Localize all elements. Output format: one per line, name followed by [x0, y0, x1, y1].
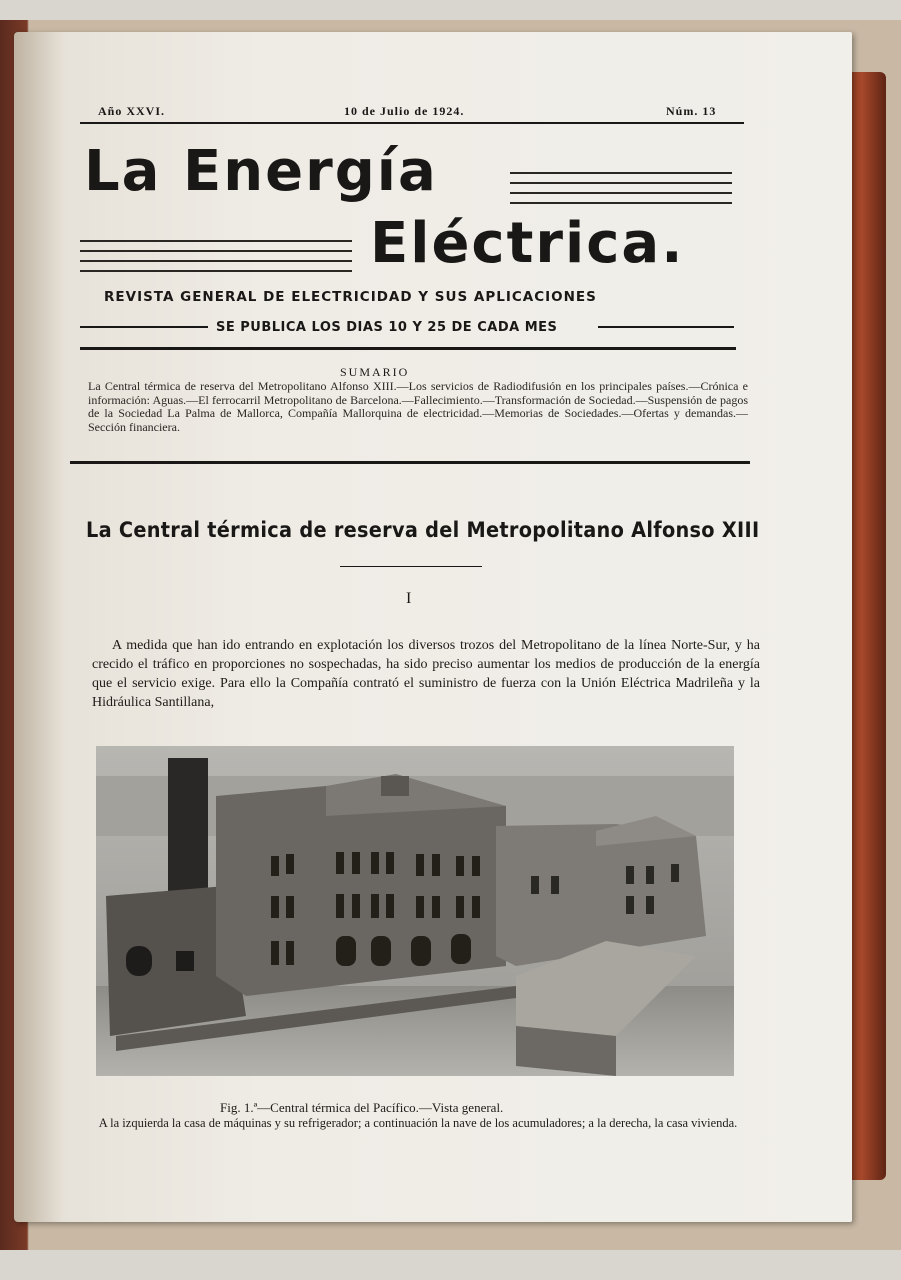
figure-caption-title: Fig. 1.ª—Central térmica del Pacífico.—Vista general. [220, 1100, 504, 1115]
header-rule [80, 122, 744, 124]
masthead-bottom-rule [80, 347, 736, 350]
issue-date: 10 de Julio de 1924. [344, 104, 465, 118]
article-body: A medida que han ido entrando en explotación los diversos trozos del Metropolitano de la línea Norte-Sur, y ha crecido el tráfico en proporciones no sospechadas, ha sido preciso aumentar los medios de producción de la energía que el servicio exige. Para ello la Compañía contrató el suministro de fuerza con la Unión Eléctrica Madrileña y la Hidráulica Santillana, [92, 638, 760, 710]
masthead-subtitle: REVISTA GENERAL DE ELECTRICIDAD Y SUS APLICACIONES [104, 289, 597, 305]
power-station-photo [96, 746, 734, 1076]
article-title: La Central térmica de reserva del Metropolitano Alfonso XIII [86, 518, 760, 542]
section-number: I [406, 590, 412, 607]
summary-text: La Central térmica de reserva del Metropolitano Alfonso XIII.—Los servicios de Radiodifusión en los principales países.—Crónica e información: Aguas.—El ferrocarril Metropolitano de Barcelona.—Fallecimiento.—Transformación de Sociedad.—Suspensión de pagos de la Sociedad La Palma de Mallorca, Compañía Mallorquina de electricidad.—Memorias de Sociedades.—Ofertas y demandas.—Sección financiera. [88, 379, 748, 434]
issue-number: Núm. 13 [666, 104, 717, 118]
publish-rule-right [598, 326, 734, 328]
issue-year: Año XXVI. [98, 104, 166, 118]
masthead-title-line1: La Energía [84, 139, 438, 204]
publication-schedule: SE PUBLICA LOS DIAS 10 Y 25 DE CADA MES [216, 320, 558, 335]
masthead-title-line2: Eléctrica. [370, 211, 685, 276]
figure-caption-description: A la izquierda la casa de máquinas y su refrigerador; a continuación la nave de los acumuladores; a la derecha, la casa vivienda. [98, 1116, 738, 1130]
title-separator [340, 566, 482, 567]
publish-rule-left [80, 326, 208, 328]
summary-bottom-rule [70, 461, 750, 464]
summary-heading: SUMARIO [340, 365, 410, 379]
